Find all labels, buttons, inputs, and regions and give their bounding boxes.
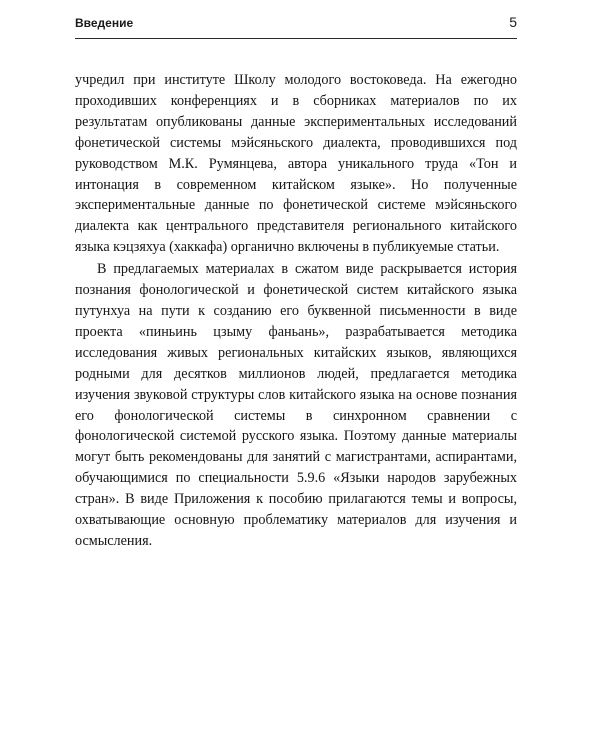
paragraph-continued: учредил при институте Школу молодого востоковеда. На ежегодно проходивших конференциях и в сборниках материалов по их результатам опубликованы данные экспериментальных исследований фонетической системы мэйсяньского диалекта, проводившихся под руководством М.К. Румянцева, автора уникального труда «Тон и интонация в современном китайском языке». Но полученные экспериментальные данные по фонетической системе мэйсяньского диалекта как центрального представителя регионального китайского языка кэцзяхуа (хаккафа) органично включены в публикуемые статьи.: [75, 72, 517, 256]
body-text: [75, 70, 517, 552]
paragraph: В предлагаемых материалах в сжатом виде раскрывается история познания фонологической и фонетической систем китайского языка путунхуа на пути к созданию его буквенной письменности в виде проекта «пиньинь цзыму фаньань», разрабатывается методика исследования живых региональных китайских языков, являющихся родными для десятков миллионов людей, предлагается методика изучения звуковой структуры слов китайского языка на основе познания его фонологической системы в синхронном сравнении с фонологической системой русского языка. Поэтому данные материалы могут быть рекомендованы для занятий с магистрантами, аспирантами, обучающимися по специальности 5.9.6 «Языки народов зарубежных стран». В виде Приложения к пособию прилагаются темы и вопросы, охватывающие основную проблематику материалов для изучения и осмысления.: [75, 261, 517, 549]
page-number: 5: [509, 14, 517, 30]
section-title: Введение: [75, 16, 134, 30]
running-head: [75, 12, 517, 36]
header-rule: [75, 38, 517, 39]
